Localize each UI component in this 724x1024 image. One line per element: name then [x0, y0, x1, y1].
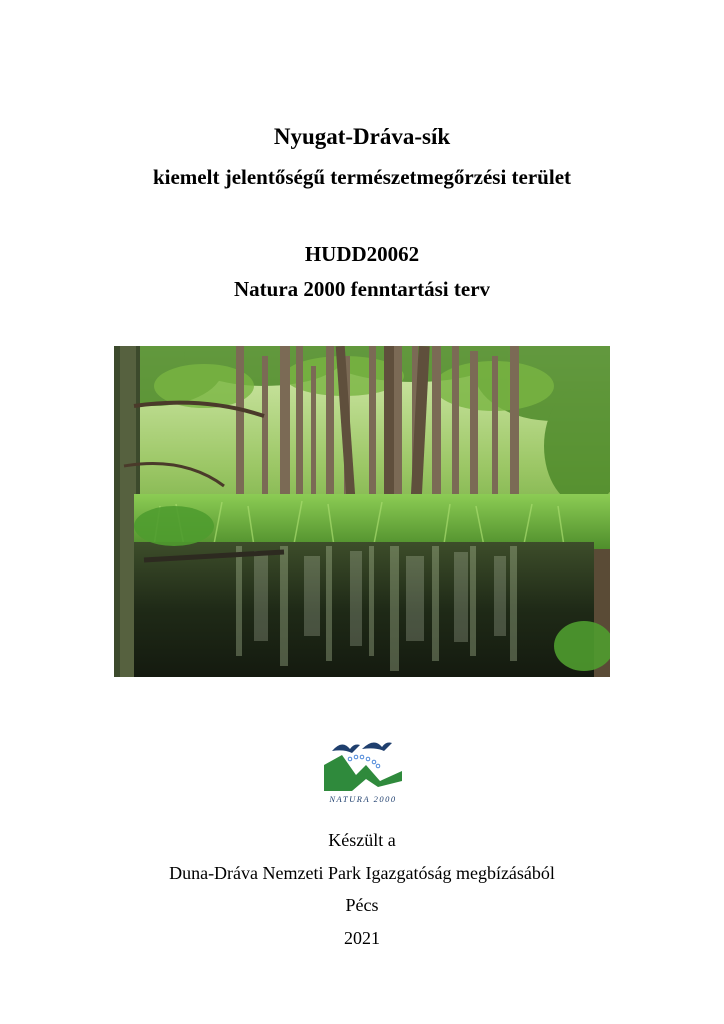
- title-area-name: Nyugat-Dráva-sík: [273, 124, 451, 149]
- natura-2000-logo: [322, 735, 404, 805]
- plan-title: Natura 2000 fenntartási terv: [233, 277, 491, 301]
- site-code: HUDD20062: [304, 242, 420, 266]
- footer-prepared-by: Készült a: [328, 830, 396, 850]
- footer-commissioner: Duna-Dráva Nemzeti Park Igazgatóság megbízásából: [169, 863, 555, 883]
- natura-logo-text: NATURA 2000: [329, 794, 397, 804]
- swamp-forest-photo: [114, 346, 610, 677]
- footer-city: Pécs: [345, 895, 379, 915]
- footer-year: 2021: [344, 928, 380, 948]
- title-area-designation: kiemelt jelentőségű természetmegőrzési terület: [152, 165, 572, 189]
